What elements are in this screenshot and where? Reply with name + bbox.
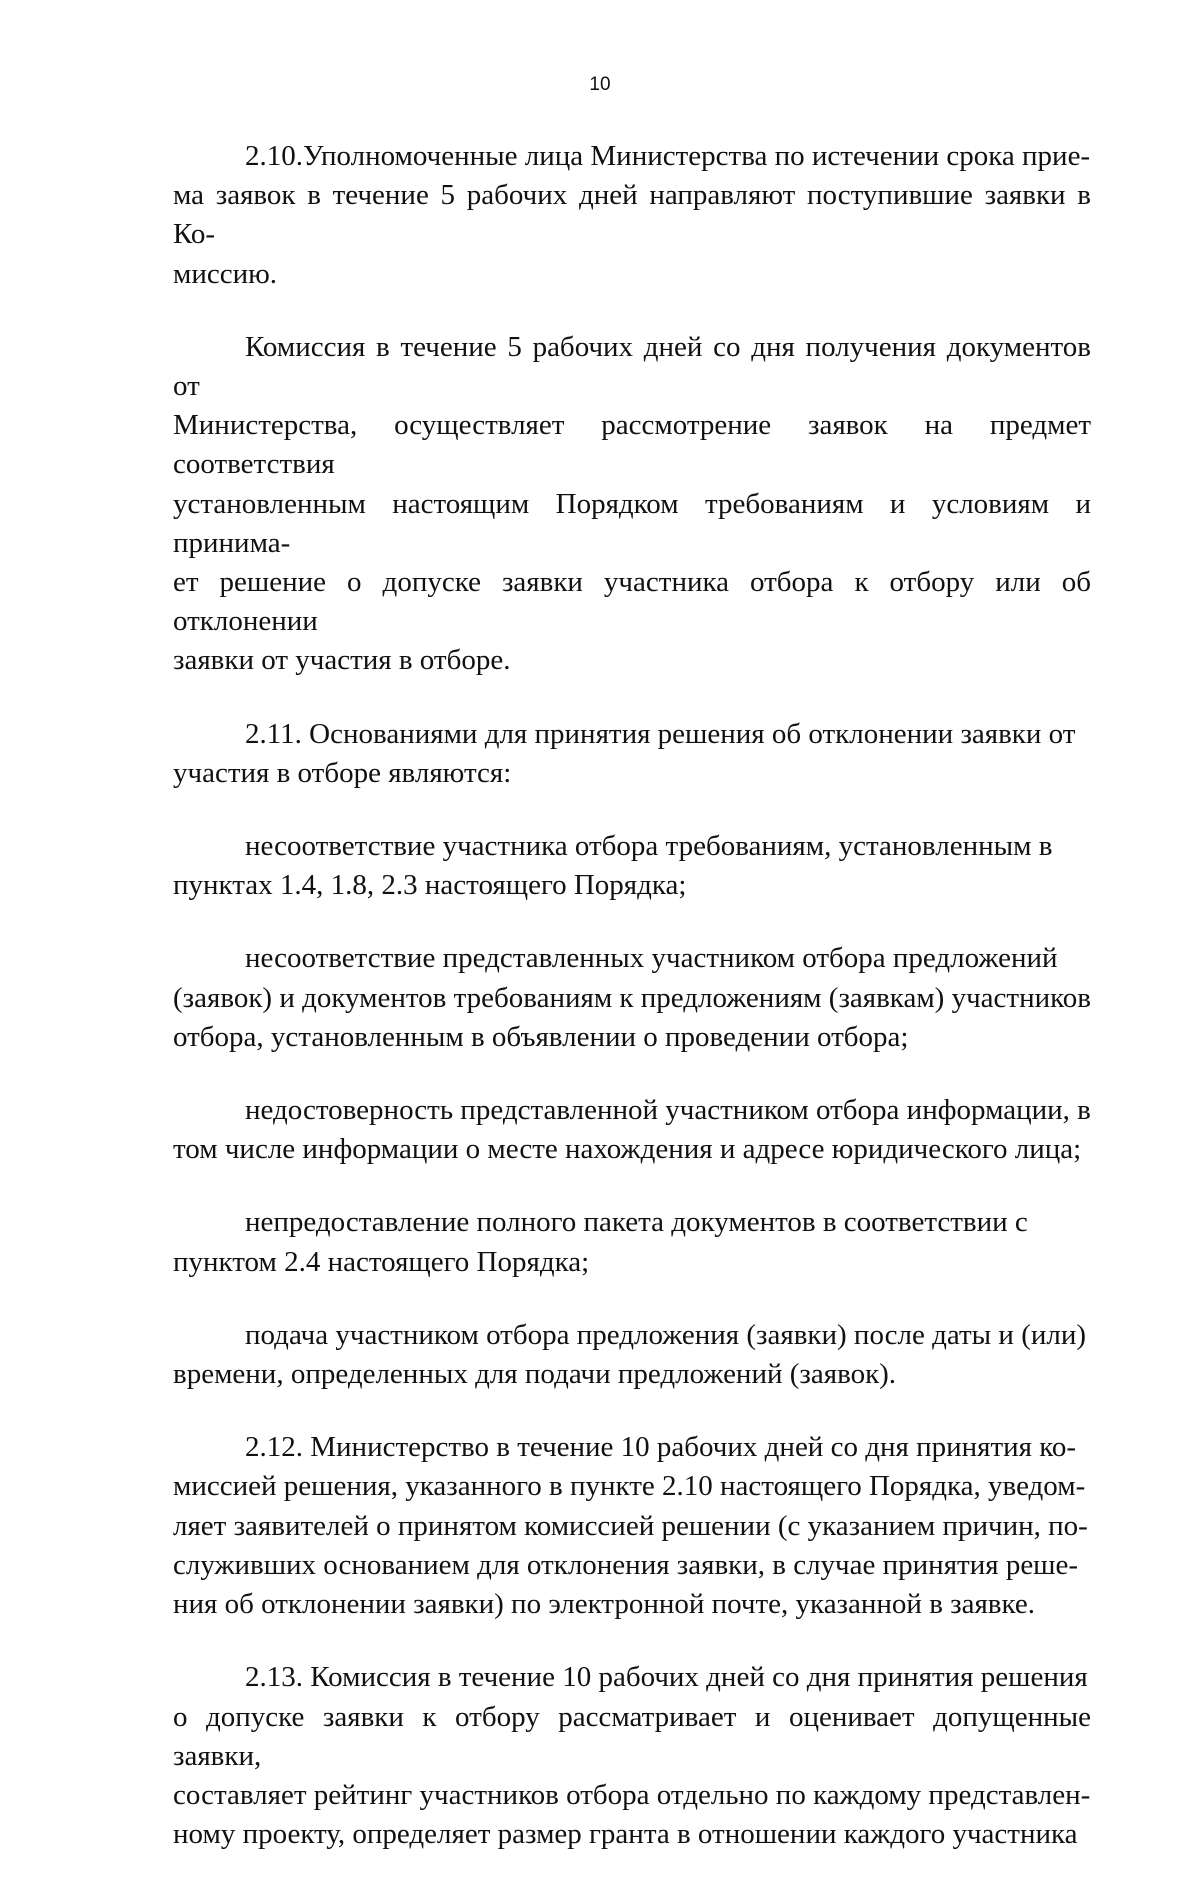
paragraph-2-13: 2.13. Комиссия в течение 10 рабочих дней со дня принятия решения о допуске заявки к отбору рассматривает и оценивает допущенные заявки, составляет рейтинг участников отбора отдельно по каждому представлен- ному проекту, определяет размер гранта в отношении каждого участника [173, 1661, 1091, 1851]
list-item-ground-3: недостоверность представленной участником отбора информации, в том числе информации о месте нахождения и адресе юридического лица; [173, 1094, 1091, 1166]
list-item-ground-5: подача участником отбора предложения (заявки) после даты и (или) времени, определенных для подачи предложений (заявок). [173, 1318, 1087, 1391]
list-item-ground-2: несоответствие представленных участником отбора предложений (заявок) и документов требованиям к предложениям (заявкам) участников отбора, установленным в объявлении о проведении отбора; [173, 942, 1091, 1053]
list-item-ground-4: непредоставление полного пакета документов в соответствии с пунктом 2.4 настоящего Порядка; [173, 1206, 1028, 1278]
paragraph-2-11: 2.11. Основаниями для принятия решения об отклонении заявки от участия в отборе являются: [173, 717, 1076, 789]
document-body [173, 137, 1091, 1888]
list-item-ground-1: несоответствие участника отбора требованиям, установленным в пунктах 1.4, 1.8, 2.3 настоящего Порядка; [173, 830, 1053, 902]
paragraph-commission-review: Комиссия в течение 5 рабочих дней со дня получения документов от Министерства, осуществляет рассмотрение заявок на предмет соответствия установленным настоящим Порядком требованиям и условиям и принима- ет решение о допуске заявки участника отбора к отбору или об отклонении заявки от участия в отборе. [173, 330, 1091, 677]
paragraph-2-10: 2.10.Уполномоченные лица Министерства по истечении срока прие- ма заявок в течение 5 рабочих дней направляют поступившие заявки в Ко- миссию. [173, 140, 1091, 290]
paragraph-2-12: 2.12. Министерство в течение 10 рабочих дней со дня принятия ко- миссией решения, указанного в пункте 2.10 настоящего Порядка, уведом- ляет заявителей о принятом комиссией решении (с указанием причин, по- служивших основанием для отклонения заявки, в случае принятия реше- ния об отклонении заявки) по электронной почте, указанной в заявке. [173, 1431, 1088, 1621]
page-number: 10 [589, 74, 611, 95]
